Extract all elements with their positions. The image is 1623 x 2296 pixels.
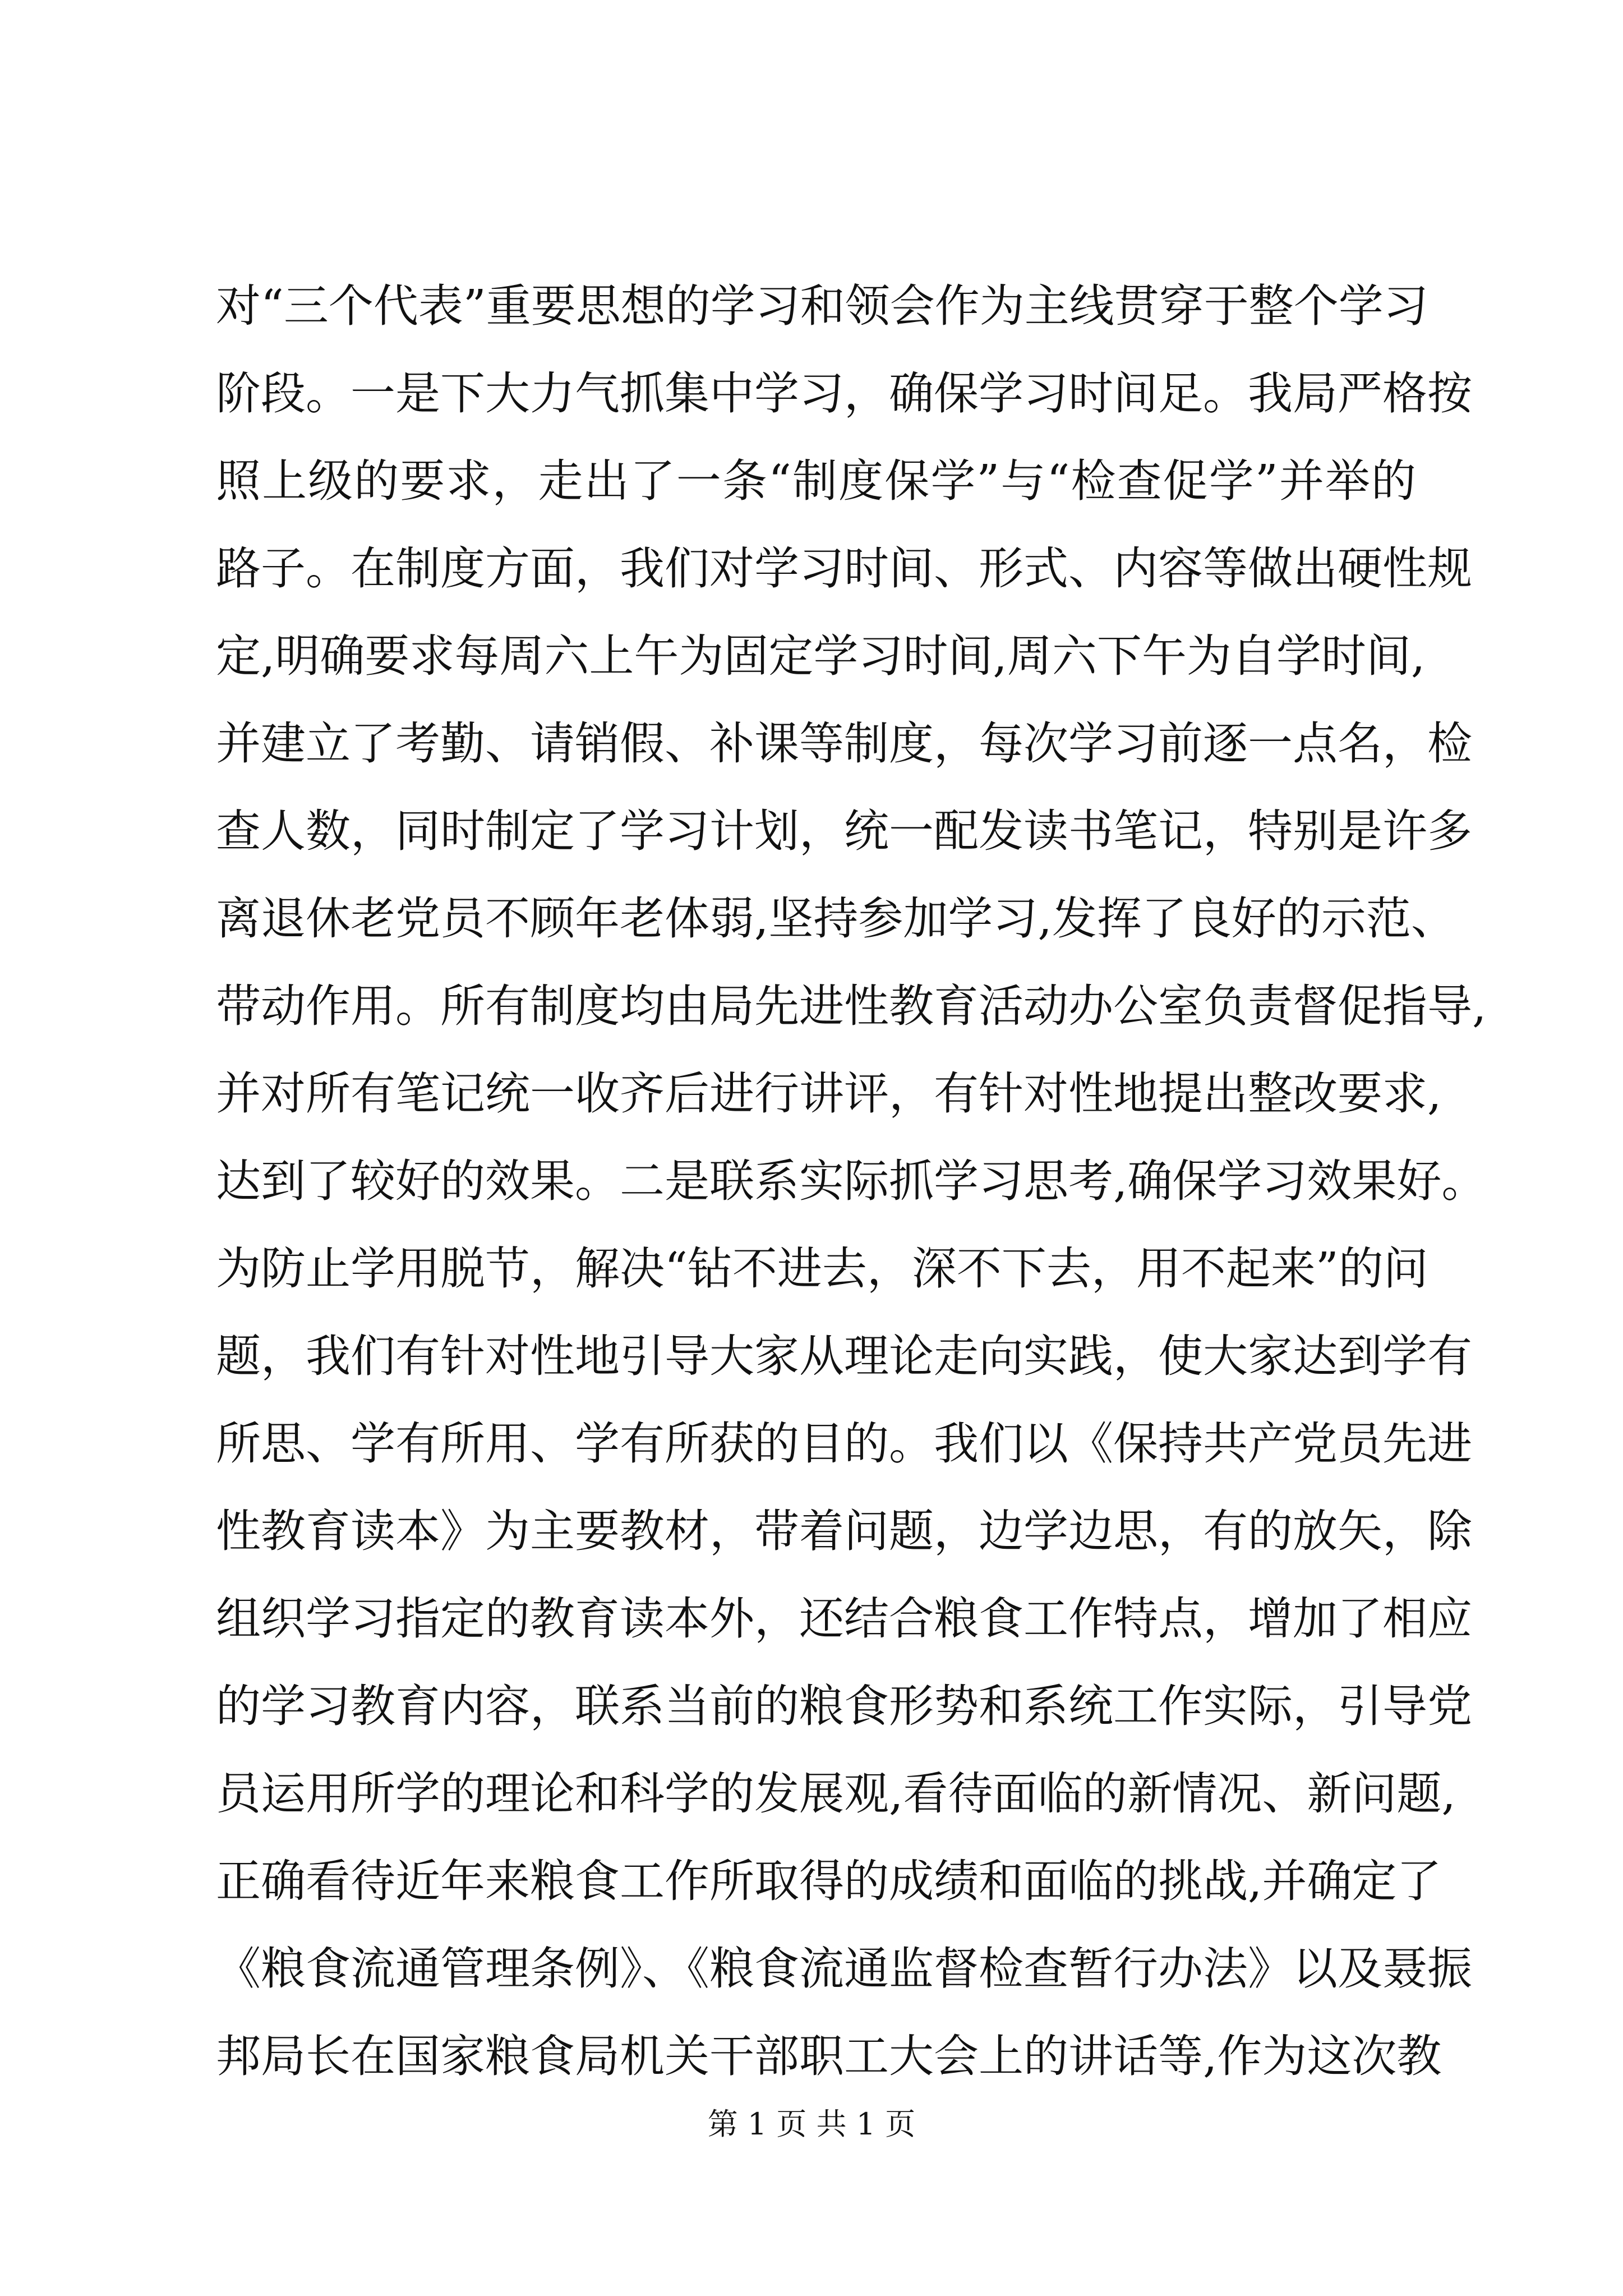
text-line: 照上级的要求，走出了一条“制度保学”与“检查促学”并举的 xyxy=(216,455,1416,507)
text-line: 路子。在制度方面，我们对学习时间、形式、内容等做出硬性规 xyxy=(216,542,1472,595)
page-footer xyxy=(0,2105,1623,2144)
text-line: 的学习教育内容，联系当前的粮食形势和系统工作实际，引导党 xyxy=(216,1680,1472,1732)
text-line: 员运用所学的理论和科学的发展观,看待面临的新情况、新问题, xyxy=(216,1768,1456,1820)
text-line: 性教育读本》为主要教材，带着问题，边学边思，有的放矢，除 xyxy=(216,1505,1472,1557)
page-number-label: 第 1 页 共 1 页 xyxy=(707,2106,916,2142)
text-line: 对“三个代表”重要思想的学习和领会作为主线贯穿于整个学习 xyxy=(216,280,1428,332)
text-line: 并建立了考勤、请销假、补课等制度，每次学习前逐一点名，检 xyxy=(216,717,1472,770)
text-line: 正确看待近年来粮食工作所取得的成绩和面临的挑战,并确定了 xyxy=(216,1855,1442,1907)
text-line: 并对所有笔记统一收齐后进行讲评，有针对性地提出整改要求, xyxy=(216,1068,1442,1120)
text-line: 离退休老党员不顾年老体弱,坚持参加学习,发挥了良好的示范、 xyxy=(216,892,1456,945)
body-text xyxy=(216,263,1487,2100)
text-line: 带动作用。所有制度均由局先进性教育活动办公室负责督促指导, xyxy=(216,980,1487,1032)
text-line: 查人数，同时制定了学习计划，统一配发读书笔记，特别是许多 xyxy=(216,805,1472,857)
text-line: 邦局长在国家粮食局机关干部职工大会上的讲话等,作为这次教 xyxy=(216,2030,1442,2082)
text-line: 所思、学有所用、学有所获的目的。我们以《保持共产党员先进 xyxy=(216,1418,1472,1470)
text-line: 《粮食流通管理条例》、《粮食流通监督检查暂行办法》以及聂振 xyxy=(216,1943,1472,1995)
text-line: 题，我们有针对性地引导大家从理论走向实践，使大家达到学有 xyxy=(216,1330,1472,1382)
text-line: 为防止学用脱节，解决“钻不进去，深不下去，用不起来”的问 xyxy=(216,1243,1428,1295)
text-line: 阶段。一是下大力气抓集中学习，确保学习时间足。我局严格按 xyxy=(216,367,1472,420)
text-line: 定,明确要求每周六上午为固定学习时间,周六下午为自学时间, xyxy=(216,630,1426,682)
text-line: 达到了较好的效果。二是联系实际抓学习思考,确保学习效果好。 xyxy=(216,1155,1487,1207)
text-line: 组织学习指定的教育读本外，还结合粮食工作特点，增加了相应 xyxy=(216,1593,1472,1645)
